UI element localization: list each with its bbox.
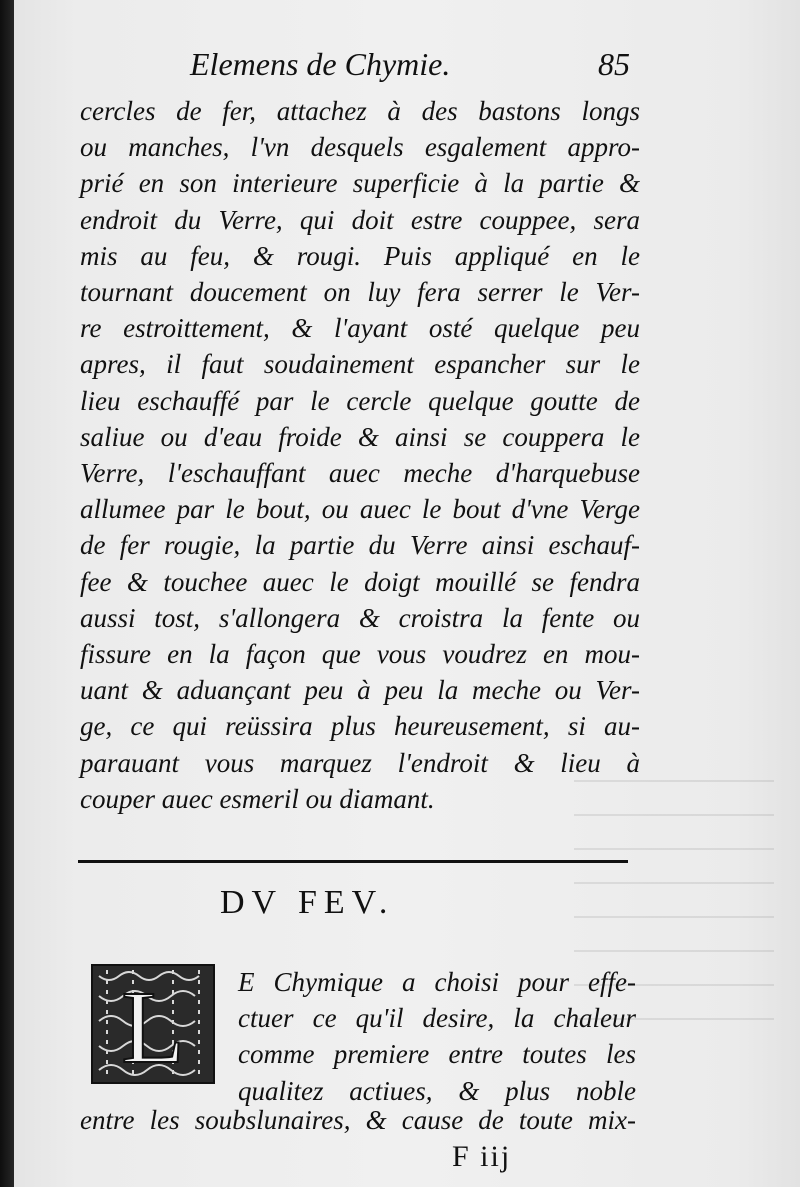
text-line: comme premiere entre toutes les [238, 1039, 636, 1070]
text-line: re estroittement, & l'ayant osté quelque peu [80, 313, 640, 344]
text-line: de fer rougie, la partie du Verre ainsi eschauf- [80, 530, 640, 561]
text-line: Verre, l'eschauffant auec meche d'harquebuse [80, 458, 640, 489]
section-continuation [80, 1102, 636, 1138]
text-line: apres, il faut soudainement espancher sur le [80, 349, 640, 380]
signature-mark: F iij [452, 1140, 512, 1173]
foliage-ornament-icon [93, 966, 213, 1082]
text-line: fissure en la façon que vous voudrez en mou- [80, 639, 640, 670]
decorated-initial [91, 964, 215, 1084]
text-line: entre les soubslunaires, & cause de toute mix- [80, 1105, 636, 1135]
text-line: prié en son interieure superficie à la partie & [80, 168, 640, 199]
text-line: qualitez actiues, & plus noble [238, 1075, 636, 1106]
text-line: parauant vous marquez l'endroit & lieu à [80, 747, 640, 778]
text-line: cercles de fer, attachez à des bastons longs [80, 96, 640, 126]
text-line: tournant doucement on luy fera serrer le Ver- [80, 277, 640, 308]
text-line: E Chymique a choisi pour effe- [238, 967, 636, 997]
page-number: 85 [598, 46, 630, 82]
text-line: ctuer ce qu'il desire, la chaleur [238, 1003, 636, 1034]
text-line: allumee par le bout, ou auec le bout d'vne Verge [80, 494, 640, 525]
text-line: endroit du Verre, qui doit estre couppee, sera [80, 204, 640, 235]
section-opening-lines [238, 964, 636, 1109]
section-heading: DV FEV. [220, 884, 395, 921]
text-line: uant & aduançant peu à peu la meche ou Ver- [80, 675, 640, 706]
section-divider [78, 860, 628, 863]
text-line: couper auec esmeril ou diamant. [80, 783, 435, 814]
text-line: ge, ce qui reüssira plus heureusement, si au- [80, 711, 640, 742]
dropcap-letter: L [121, 970, 185, 1082]
page-header [190, 46, 630, 90]
text-line: mis au feu, & rougi. Puis appliqué en le [80, 240, 640, 271]
text-line: fee & touchee auec le doigt mouillé se fendra [80, 566, 640, 597]
text-line: saliue ou d'eau froide & ainsi se couppera le [80, 421, 640, 452]
text-line: lieu eschauffé par le cercle quelque goutte de [80, 385, 640, 416]
running-head: Elemens de Chymie. [190, 46, 451, 82]
body-paragraph [80, 93, 640, 817]
text-line: ou manches, l'vn desquels esgalement appro- [80, 132, 640, 163]
text-line: aussi tost, s'allongera & croistra la fente ou [80, 602, 640, 633]
